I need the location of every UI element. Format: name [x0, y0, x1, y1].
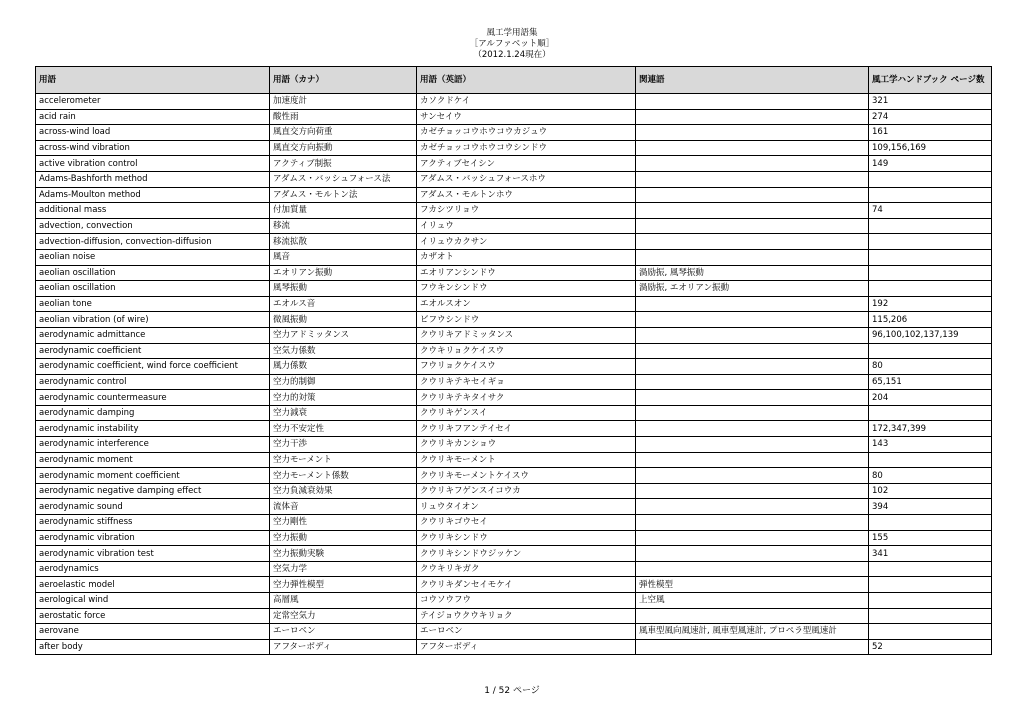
table-row	[36, 546, 992, 562]
page-footer: 1 / 52 ページ	[484, 686, 540, 696]
cell-related	[636, 452, 869, 468]
cell-term: aerodynamic damping	[36, 405, 270, 421]
cell-related	[636, 437, 869, 453]
cell-term: Adams-Bashforth method	[36, 171, 270, 187]
cell-related	[636, 390, 869, 406]
column-header-related: 関連語	[636, 67, 869, 94]
cell-page	[869, 624, 992, 640]
cell-related	[636, 530, 869, 546]
document-subtitle: ［アルファベット順］	[469, 39, 555, 49]
cell-page	[869, 405, 992, 421]
cell-kana: アダムス・バッシュフォース法	[270, 171, 417, 187]
cell-kana: アフターボディ	[270, 639, 417, 655]
cell-term: aerovane	[36, 624, 270, 640]
cell-kana: アダムス・モルトン法	[270, 187, 417, 203]
cell-reading: イリュウカクサン	[417, 234, 636, 250]
cell-term: across-wind vibration	[36, 140, 270, 156]
cell-term: aeolian tone	[36, 296, 270, 312]
cell-related	[636, 249, 869, 265]
table-row	[36, 515, 992, 531]
cell-term: aerodynamic instability	[36, 421, 270, 437]
cell-related: 上空風	[636, 593, 869, 609]
cell-page	[869, 608, 992, 624]
cell-kana: 空気力学	[270, 561, 417, 577]
cell-term: aerodynamic moment	[36, 452, 270, 468]
cell-kana: 移流拡散	[270, 234, 417, 250]
cell-reading: テイジョウクウキリョク	[417, 608, 636, 624]
cell-kana: エーロベン	[270, 624, 417, 640]
cell-reading: クウリキモーメントケイスウ	[417, 468, 636, 484]
cell-term: aerodynamic coefficient	[36, 343, 270, 359]
cell-reading: カザオト	[417, 249, 636, 265]
cell-reading: フカシツリョウ	[417, 203, 636, 219]
cell-kana: エオルス音	[270, 296, 417, 312]
cell-kana: 風音	[270, 249, 417, 265]
glossary-table	[35, 66, 992, 655]
cell-page: 192	[869, 296, 992, 312]
cell-page: 65,151	[869, 374, 992, 390]
cell-kana: 空気力係数	[270, 343, 417, 359]
cell-kana: 空力振動	[270, 530, 417, 546]
cell-reading: ビフウシンドウ	[417, 312, 636, 328]
cell-kana: 加速度計	[270, 94, 417, 110]
table-row	[36, 624, 992, 640]
cell-related	[636, 156, 869, 172]
table-row	[36, 140, 992, 156]
table-row	[36, 468, 992, 484]
cell-kana: 酸性雨	[270, 109, 417, 125]
cell-reading: クウリキモーメント	[417, 452, 636, 468]
table-row	[36, 374, 992, 390]
table-row	[36, 421, 992, 437]
cell-reading: イリュウ	[417, 218, 636, 234]
cell-page: 274	[869, 109, 992, 125]
cell-kana: 空力弾性模型	[270, 577, 417, 593]
table-row	[36, 390, 992, 406]
table-row	[36, 234, 992, 250]
table-body	[36, 94, 992, 655]
cell-term: aeolian noise	[36, 249, 270, 265]
table-row	[36, 437, 992, 453]
cell-related: 渦励振, エオリアン振動	[636, 281, 869, 297]
cell-related	[636, 515, 869, 531]
cell-related	[636, 405, 869, 421]
cell-page	[869, 515, 992, 531]
table-row	[36, 452, 992, 468]
cell-term: aerodynamic stiffness	[36, 515, 270, 531]
cell-page	[869, 452, 992, 468]
cell-reading: クウリキフアンテイセイ	[417, 421, 636, 437]
cell-term: accelerometer	[36, 94, 270, 110]
cell-related	[636, 608, 869, 624]
table-row	[36, 343, 992, 359]
column-header-reading: 用語（英語）	[417, 67, 636, 94]
cell-term: aeroelastic model	[36, 577, 270, 593]
table-row	[36, 171, 992, 187]
cell-reading: アダムス・モルトンホウ	[417, 187, 636, 203]
cell-related	[636, 374, 869, 390]
cell-term: aerological wind	[36, 593, 270, 609]
cell-term: aerodynamic moment coefficient	[36, 468, 270, 484]
cell-page: 204	[869, 390, 992, 406]
cell-reading: カゼチョッコウホウコウカジュウ	[417, 125, 636, 141]
cell-reading: アフターボディ	[417, 639, 636, 655]
cell-related	[636, 203, 869, 219]
document-title: 風工学用語集	[486, 28, 538, 38]
cell-related: 風車型風向風速計, 風車型風速計, プロペラ型風速計	[636, 624, 869, 640]
cell-related	[636, 187, 869, 203]
cell-kana: 風直交方向振動	[270, 140, 417, 156]
cell-kana: 定常空気力	[270, 608, 417, 624]
cell-kana: 風琴振動	[270, 281, 417, 297]
cell-related	[636, 421, 869, 437]
cell-term: aerodynamic countermeasure	[36, 390, 270, 406]
table-row	[36, 203, 992, 219]
cell-related	[636, 140, 869, 156]
cell-reading: クウリキシンドウ	[417, 530, 636, 546]
cell-term: advection-diffusion, convection-diffusion	[36, 234, 270, 250]
cell-related	[636, 343, 869, 359]
cell-reading: クウリキカンショウ	[417, 437, 636, 453]
cell-page: 161	[869, 125, 992, 141]
cell-term: aeolian oscillation	[36, 265, 270, 281]
cell-kana: エオリアン振動	[270, 265, 417, 281]
table-row	[36, 608, 992, 624]
cell-related	[636, 468, 869, 484]
cell-term: acid rain	[36, 109, 270, 125]
table-row	[36, 577, 992, 593]
cell-page: 341	[869, 546, 992, 562]
cell-reading: エーロベン	[417, 624, 636, 640]
cell-reading: クウキリキガク	[417, 561, 636, 577]
cell-term: across-wind load	[36, 125, 270, 141]
cell-term: aerodynamics	[36, 561, 270, 577]
table-row	[36, 312, 992, 328]
cell-reading: クウリキフゲンスイコウカ	[417, 483, 636, 499]
cell-term: aerodynamic coefficient, wind force coefficient	[36, 359, 270, 375]
table-row	[36, 499, 992, 515]
cell-page: 102	[869, 483, 992, 499]
cell-page	[869, 343, 992, 359]
cell-reading: フウキンシンドウ	[417, 281, 636, 297]
cell-page: 109,156,169	[869, 140, 992, 156]
cell-reading: アクティブセイシン	[417, 156, 636, 172]
table-row	[36, 593, 992, 609]
cell-page: 115,206	[869, 312, 992, 328]
table-row	[36, 125, 992, 141]
cell-kana: 流体音	[270, 499, 417, 515]
cell-reading: クウキリョクケイスウ	[417, 343, 636, 359]
cell-related	[636, 234, 869, 250]
cell-related: 弾性模型	[636, 577, 869, 593]
cell-related	[636, 218, 869, 234]
cell-related	[636, 499, 869, 515]
table-row	[36, 327, 992, 343]
cell-term: aerodynamic vibration	[36, 530, 270, 546]
table-row	[36, 156, 992, 172]
cell-kana: 空力的制御	[270, 374, 417, 390]
cell-kana: 空力アドミッタンス	[270, 327, 417, 343]
cell-page	[869, 265, 992, 281]
cell-kana: 空力モーメント	[270, 452, 417, 468]
table-row	[36, 296, 992, 312]
table-row	[36, 359, 992, 375]
table-header-row	[36, 67, 992, 94]
cell-kana: 微風振動	[270, 312, 417, 328]
document-date: （2012.1.24現在）	[473, 50, 551, 60]
cell-term: aerostatic force	[36, 608, 270, 624]
cell-page: 143	[869, 437, 992, 453]
cell-page	[869, 281, 992, 297]
cell-reading: クウリキアドミッタンス	[417, 327, 636, 343]
cell-related	[636, 483, 869, 499]
cell-related	[636, 125, 869, 141]
cell-page	[869, 234, 992, 250]
cell-reading: フウリョクケイスウ	[417, 359, 636, 375]
cell-reading: エオリアンシンドウ	[417, 265, 636, 281]
cell-kana: 空力剛性	[270, 515, 417, 531]
cell-page: 80	[869, 359, 992, 375]
cell-kana: 空力モーメント係数	[270, 468, 417, 484]
cell-page: 155	[869, 530, 992, 546]
cell-term: aerodynamic negative damping effect	[36, 483, 270, 499]
table-row	[36, 639, 992, 655]
column-header-kana: 用語（カナ）	[270, 67, 417, 94]
cell-related	[636, 546, 869, 562]
cell-related: 渦励振, 風琴振動	[636, 265, 869, 281]
cell-page	[869, 249, 992, 265]
table-row	[36, 405, 992, 421]
cell-kana: 移流	[270, 218, 417, 234]
cell-term: aeolian vibration (of wire)	[36, 312, 270, 328]
table-row	[36, 530, 992, 546]
cell-page: 96,100,102,137,139	[869, 327, 992, 343]
cell-reading: リュウタイオン	[417, 499, 636, 515]
column-header-page: 風工学ハンドブック ページ数	[869, 67, 992, 94]
cell-reading: カソクドケイ	[417, 94, 636, 110]
cell-kana: 空力負減衰効果	[270, 483, 417, 499]
cell-reading: クウリキテキタイサク	[417, 390, 636, 406]
cell-page: 321	[869, 94, 992, 110]
cell-kana: 空力干渉	[270, 437, 417, 453]
cell-related	[636, 109, 869, 125]
cell-related	[636, 171, 869, 187]
cell-page	[869, 577, 992, 593]
cell-kana: 空力振動実験	[270, 546, 417, 562]
cell-term: Adams-Moulton method	[36, 187, 270, 203]
cell-term: aerodynamic interference	[36, 437, 270, 453]
cell-reading: サンセイウ	[417, 109, 636, 125]
cell-page	[869, 187, 992, 203]
cell-reading: クウリキダンセイモケイ	[417, 577, 636, 593]
cell-reading: カゼチョッコウホウコウシンドウ	[417, 140, 636, 156]
cell-reading: クウリキゲンスイ	[417, 405, 636, 421]
cell-term: aeolian oscillation	[36, 281, 270, 297]
cell-term: after body	[36, 639, 270, 655]
cell-related	[636, 561, 869, 577]
cell-term: aerodynamic sound	[36, 499, 270, 515]
cell-term: additional mass	[36, 203, 270, 219]
cell-reading: クウリキゴウセイ	[417, 515, 636, 531]
cell-reading: クウリキテキセイギョ	[417, 374, 636, 390]
cell-term: aerodynamic admittance	[36, 327, 270, 343]
cell-page	[869, 218, 992, 234]
table-row	[36, 187, 992, 203]
cell-reading: アダムス・バッシュフォースホウ	[417, 171, 636, 187]
cell-page: 394	[869, 499, 992, 515]
table-row	[36, 94, 992, 110]
cell-related	[636, 312, 869, 328]
cell-term: active vibration control	[36, 156, 270, 172]
cell-kana: 風力係数	[270, 359, 417, 375]
cell-term: aerodynamic vibration test	[36, 546, 270, 562]
cell-reading: エオルスオン	[417, 296, 636, 312]
cell-term: aerodynamic control	[36, 374, 270, 390]
cell-page: 172,347,399	[869, 421, 992, 437]
cell-kana: 付加質量	[270, 203, 417, 219]
table-row	[36, 483, 992, 499]
cell-term: advection, convection	[36, 218, 270, 234]
table-row	[36, 218, 992, 234]
cell-kana: 空力的対策	[270, 390, 417, 406]
cell-related	[636, 639, 869, 655]
table-row	[36, 281, 992, 297]
table-row	[36, 109, 992, 125]
table-row	[36, 265, 992, 281]
column-header-term: 用語	[36, 67, 270, 94]
cell-reading: コウソウフウ	[417, 593, 636, 609]
cell-page: 80	[869, 468, 992, 484]
cell-kana: 空力不安定性	[270, 421, 417, 437]
cell-related	[636, 296, 869, 312]
cell-page: 149	[869, 156, 992, 172]
cell-kana: 空力減衰	[270, 405, 417, 421]
table-row	[36, 561, 992, 577]
title-block	[0, 28, 1024, 61]
cell-page	[869, 561, 992, 577]
cell-page: 74	[869, 203, 992, 219]
cell-related	[636, 359, 869, 375]
cell-reading: クウリキシンドウジッケン	[417, 546, 636, 562]
table-row	[36, 249, 992, 265]
cell-kana: 風直交方向荷重	[270, 125, 417, 141]
cell-kana: 高層風	[270, 593, 417, 609]
cell-related	[636, 94, 869, 110]
cell-related	[636, 327, 869, 343]
cell-page	[869, 171, 992, 187]
cell-page	[869, 593, 992, 609]
cell-kana: アクティブ制振	[270, 156, 417, 172]
cell-page: 52	[869, 639, 992, 655]
